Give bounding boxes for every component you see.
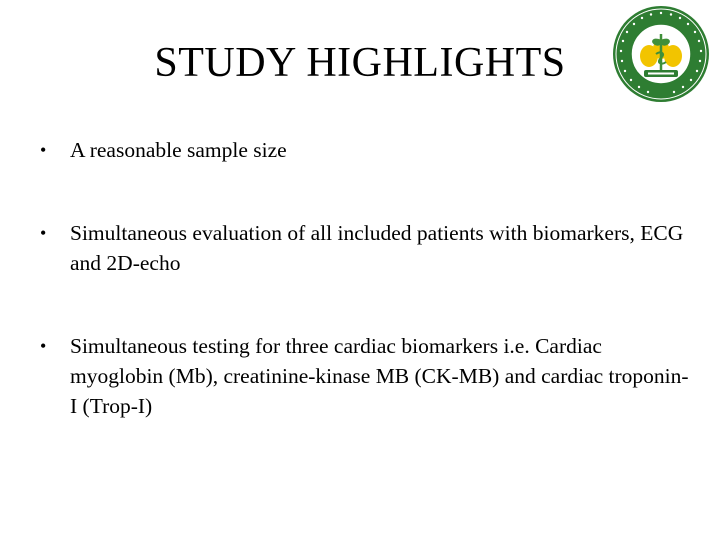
- slide-title: STUDY HIGHLIGHTS: [154, 40, 566, 86]
- bullet-text: A reasonable sample size: [70, 138, 287, 162]
- bullet-text: Simultaneous evaluation of all included patients with biomarkers, ECG and 2D-echo: [70, 221, 684, 275]
- list-item: [40, 218, 690, 278]
- bullet-marker: •: [40, 223, 47, 243]
- bullet-marker: •: [40, 336, 47, 356]
- seal-banner-lettering: [648, 73, 674, 75]
- institute-seal-icon: [611, 4, 711, 104]
- seal-graphic: [611, 4, 711, 104]
- bullet-text: Simultaneous testing for three cardiac biomarkers i.e. Cardiac myoglobin (Mb), creatinine-kinase MB (CK-MB) and cardiac troponin-I (Trop-I): [70, 334, 689, 418]
- bullet-marker: •: [40, 140, 47, 160]
- list-item: [40, 135, 690, 165]
- list-item: [40, 331, 690, 421]
